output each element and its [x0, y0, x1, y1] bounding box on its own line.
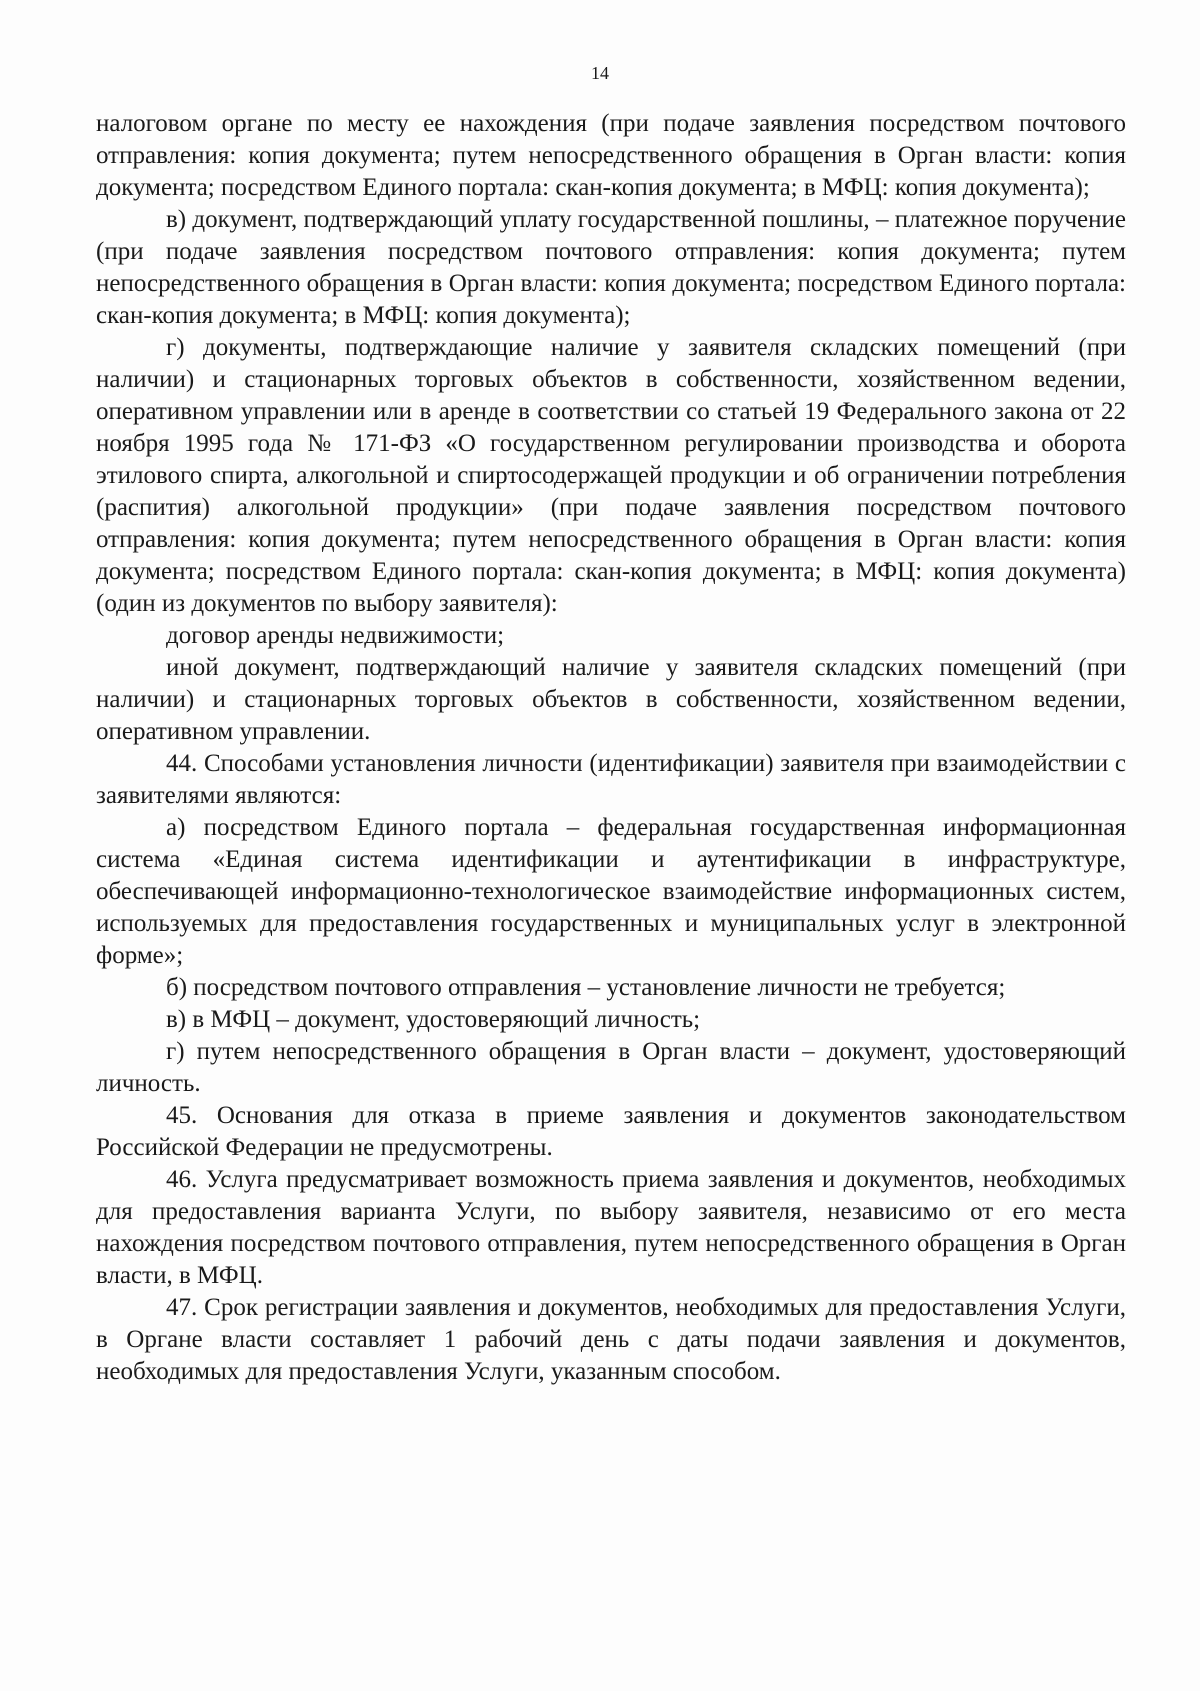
paragraph-44: 44. Способами установления личности (идентификации) заявителя при взаимодействии с заявителями являются:: [96, 750, 1126, 809]
paragraph-46: 46. Услуга предусматривает возможность приема заявления и документов, необходимых для предоставления варианта Услуги, по выбору заявителя, независимо от его места нахождения посредством почтового отправления, путем непосредственного обращения в Орган власти, в МФЦ.: [96, 1166, 1126, 1289]
paragraph-44-a: а) посредством Единого портала – федеральная государственная информационная система «Единая система идентификации и аутентификации в инфраструктуре, обеспечивающей информационно-технологическое взаимодействие информационных систем, используемых для предоставления государственных и муниципальных услуг в электронной форме»;: [96, 814, 1126, 969]
paragraph-other-document: иной документ, подтверждающий наличие у заявителя складских помещений (при наличии) и стационарных торговых объектов в собственности, хозяйственном ведении, оперативном управлении.: [96, 654, 1126, 745]
page-number: 14: [591, 63, 609, 83]
paragraph-item-v: в) документ, подтверждающий уплату государственной пошлины, – платежное поручение (при подаче заявления посредством почтового отправления: копия документа; путем непосредственного обращения в Орган власти: копия документа; посредством Единого портала: скан-копия документа; в МФЦ: копия документа);: [96, 206, 1126, 329]
paragraph-44-g: г) путем непосредственного обращения в Орган власти – документ, удостоверяющий личность.: [96, 1038, 1126, 1097]
document-body: [96, 108, 1126, 1388]
paragraph-45: 45. Основания для отказа в приеме заявления и документов законодательством Российской Федерации не предусмотрены.: [96, 1102, 1126, 1161]
paragraph-continuation: налоговом органе по месту ее нахождения (при подаче заявления посредством почтового отправления: копия документа; путем непосредственного обращения в Орган власти: копия документа; посредством Единого портала: скан-копия документа; в МФЦ: копия документа);: [96, 110, 1126, 201]
paragraph-item-g: г) документы, подтверждающие наличие у заявителя складских помещений (при наличии) и стационарных торговых объектов в собственности, хозяйственном ведении, оперативном управлении или в аренде в соответствии со статьей 19 Федерального закона от 22 ноября 1995 года № 171-ФЗ «О государственном регулировании производства и оборота этилового спирта, алкогольной и спиртосодержащей продукции и об ограничении потребления (распития) алкогольной продукции» (при подаче заявления посредством почтового отправления: копия документа; путем непосредственного обращения в Орган власти: копия документа; посредством Единого портала: скан-копия документа; в МФЦ: копия документа) (один из документов по выбору заявителя):: [96, 334, 1126, 617]
paragraph-lease-agreement: договор аренды недвижимости;: [166, 622, 505, 649]
paragraph-44-b: б) посредством почтового отправления – установление личности не требуется;: [166, 974, 1006, 1001]
paragraph-47: 47. Срок регистрации заявления и документов, необходимых для предоставления Услуги, в Органе власти составляет 1 рабочий день с даты подачи заявления и документов, необходимых для предоставления Услуги, указанным способом.: [96, 1294, 1126, 1385]
paragraph-44-v: в) в МФЦ – документ, удостоверяющий личность;: [166, 1006, 701, 1033]
